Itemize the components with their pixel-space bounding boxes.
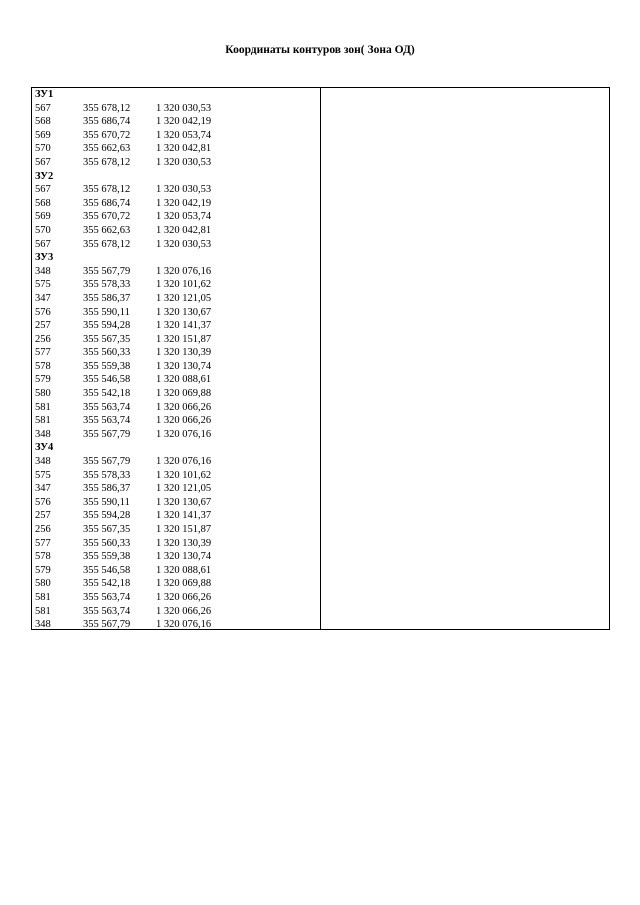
- y-coordinate: 1 320 088,61: [156, 564, 212, 576]
- point-number: 348: [35, 265, 51, 277]
- point-number: 578: [35, 360, 51, 372]
- coordinate-row: [35, 346, 319, 360]
- y-coordinate: 1 320 066,26: [156, 415, 212, 427]
- point-number: 568: [35, 197, 51, 209]
- coordinate-row: [35, 197, 319, 211]
- y-coordinate: 1 320 130,67: [156, 306, 212, 318]
- coordinate-row: [35, 455, 319, 469]
- coordinate-row: [35, 482, 319, 496]
- x-coordinate: 355 662,63: [83, 224, 131, 236]
- y-coordinate: 1 320 076,16: [156, 456, 212, 468]
- point-number: 348: [35, 619, 51, 631]
- coordinate-row: [35, 319, 319, 333]
- y-coordinate: 1 320 030,53: [156, 102, 212, 114]
- x-coordinate: 355 563,74: [83, 415, 131, 427]
- coordinate-row: [35, 306, 319, 320]
- x-coordinate: 355 542,18: [83, 388, 131, 400]
- document-title: Координаты контуров зон( Зона ОД): [225, 44, 415, 56]
- x-coordinate: 355 678,12: [83, 238, 131, 250]
- x-coordinate: 355 560,33: [83, 347, 131, 359]
- y-coordinate: 1 320 030,53: [156, 184, 212, 196]
- point-number: 577: [35, 347, 51, 359]
- coordinate-row: [35, 428, 319, 442]
- y-coordinate: 1 320 101,62: [156, 279, 212, 291]
- coordinate-row: [35, 387, 319, 401]
- coordinate-row: [35, 509, 319, 523]
- coordinate-row: [35, 577, 319, 591]
- x-coordinate: 355 590,11: [83, 496, 130, 508]
- y-coordinate: 1 320 121,05: [156, 483, 212, 495]
- x-coordinate: 355 559,38: [83, 360, 131, 372]
- x-coordinate: 355 578,33: [83, 279, 131, 291]
- point-number: 570: [35, 143, 51, 155]
- y-coordinate: 1 320 076,16: [156, 428, 212, 440]
- x-coordinate: 355 560,33: [83, 537, 131, 549]
- x-coordinate: 355 586,37: [83, 292, 131, 304]
- coordinate-row: [35, 238, 319, 252]
- point-number: 570: [35, 224, 51, 236]
- point-number: 569: [35, 211, 51, 223]
- point-number: 579: [35, 374, 51, 386]
- point-number: 575: [35, 279, 51, 291]
- y-coordinate: 1 320 141,37: [156, 510, 212, 522]
- x-coordinate: 355 686,74: [83, 197, 131, 209]
- point-number: 256: [35, 524, 51, 535]
- zone-header: ЗУ4: [35, 442, 54, 454]
- y-coordinate: 1 320 076,16: [156, 265, 212, 277]
- x-coordinate: 355 686,74: [83, 116, 131, 128]
- point-number: 257: [35, 510, 51, 522]
- x-coordinate: 355 567,35: [83, 333, 131, 345]
- y-coordinate: 1 320 053,74: [156, 129, 212, 141]
- coordinate-row: [35, 605, 319, 619]
- zone-header: ЗУ2: [35, 170, 54, 182]
- coordinate-row: [35, 373, 319, 387]
- y-coordinate: 1 320 130,74: [156, 551, 212, 563]
- y-coordinate: 1 320 066,26: [156, 591, 212, 603]
- y-coordinate: 1 320 101,62: [156, 469, 212, 481]
- coordinate-row: [35, 564, 319, 578]
- table-column-divider: [320, 88, 321, 629]
- x-coordinate: 355 567,79: [83, 428, 131, 440]
- y-coordinate: 1 320 076,16: [156, 619, 212, 631]
- x-coordinate: 355 546,58: [83, 564, 131, 576]
- coordinate-row: [35, 115, 319, 129]
- coordinates-table: [31, 87, 610, 630]
- point-number: 567: [35, 238, 51, 250]
- y-coordinate: 1 320 069,88: [156, 388, 212, 400]
- coordinate-row: [35, 224, 319, 238]
- point-number: 581: [35, 401, 51, 413]
- y-coordinate: 1 320 042,19: [156, 116, 212, 128]
- point-number: 576: [35, 496, 51, 508]
- y-coordinate: 1 320 066,26: [156, 401, 212, 413]
- point-number: 576: [35, 306, 51, 318]
- x-coordinate: 355 567,79: [83, 619, 131, 631]
- x-coordinate: 355 563,74: [83, 605, 131, 617]
- x-coordinate: 355 559,38: [83, 551, 131, 563]
- y-coordinate: 1 320 042,81: [156, 143, 212, 155]
- point-number: 348: [35, 456, 51, 468]
- y-coordinate: 1 320 130,74: [156, 360, 212, 372]
- x-coordinate: 355 662,63: [83, 143, 131, 155]
- x-coordinate: 355 594,28: [83, 510, 131, 522]
- y-coordinate: 1 320 130,39: [156, 347, 212, 359]
- coordinate-row: [35, 591, 319, 605]
- coordinate-row: [35, 496, 319, 510]
- point-number: 581: [35, 415, 51, 427]
- coordinate-row: [35, 401, 319, 415]
- coordinate-row: [35, 265, 319, 279]
- point-number: 579: [35, 564, 51, 576]
- point-number: 577: [35, 537, 51, 549]
- coordinate-row: [35, 278, 319, 292]
- y-coordinate: 1 320 121,05: [156, 292, 212, 304]
- coordinate-row: [35, 618, 319, 632]
- y-coordinate: 1 320 151,87: [156, 524, 212, 535]
- coordinate-row: [35, 523, 319, 537]
- point-number: 581: [35, 591, 51, 603]
- point-number: 580: [35, 388, 51, 400]
- point-number: 569: [35, 129, 51, 141]
- coordinate-row: [35, 360, 319, 374]
- x-coordinate: 355 567,35: [83, 524, 131, 535]
- zone-header: ЗУ3: [35, 252, 54, 264]
- x-coordinate: 355 670,72: [83, 129, 131, 141]
- y-coordinate: 1 320 042,19: [156, 197, 212, 209]
- point-number: 567: [35, 184, 51, 196]
- x-coordinate: 355 563,74: [83, 591, 131, 603]
- y-coordinate: 1 320 088,61: [156, 374, 212, 386]
- coordinates-cell: [35, 88, 319, 632]
- coordinate-row: [35, 129, 319, 143]
- coordinate-row: [35, 414, 319, 428]
- x-coordinate: 355 578,33: [83, 469, 131, 481]
- point-number: 581: [35, 605, 51, 617]
- coordinate-row: [35, 469, 319, 483]
- x-coordinate: 355 567,79: [83, 456, 131, 468]
- point-number: 578: [35, 551, 51, 563]
- point-number: 257: [35, 320, 51, 332]
- x-coordinate: 355 590,11: [83, 306, 130, 318]
- y-coordinate: 1 320 069,88: [156, 578, 212, 590]
- x-coordinate: 355 678,12: [83, 184, 131, 196]
- point-number: 568: [35, 116, 51, 128]
- coordinate-row: [35, 537, 319, 551]
- y-coordinate: 1 320 053,74: [156, 211, 212, 223]
- point-number: 347: [35, 483, 51, 495]
- x-coordinate: 355 678,12: [83, 156, 131, 168]
- point-number: 580: [35, 578, 51, 590]
- point-number: 348: [35, 428, 51, 440]
- coordinate-row: [35, 156, 319, 170]
- y-coordinate: 1 320 042,81: [156, 224, 212, 236]
- x-coordinate: 355 563,74: [83, 401, 131, 413]
- coordinate-row: [35, 102, 319, 116]
- x-coordinate: 355 678,12: [83, 102, 131, 114]
- coordinate-row: [35, 210, 319, 224]
- y-coordinate: 1 320 130,67: [156, 496, 212, 508]
- y-coordinate: 1 320 030,53: [156, 238, 212, 250]
- coordinate-row: [35, 142, 319, 156]
- coordinate-row: [35, 183, 319, 197]
- y-coordinate: 1 320 030,53: [156, 156, 212, 168]
- y-coordinate: 1 320 130,39: [156, 537, 212, 549]
- y-coordinate: 1 320 141,37: [156, 320, 212, 332]
- coordinate-row: [35, 550, 319, 564]
- point-number: 347: [35, 292, 51, 304]
- y-coordinate: 1 320 066,26: [156, 605, 212, 617]
- x-coordinate: 355 586,37: [83, 483, 131, 495]
- point-number: 567: [35, 102, 51, 114]
- point-number: 256: [35, 333, 51, 345]
- x-coordinate: 355 594,28: [83, 320, 131, 332]
- coordinate-row: [35, 292, 319, 306]
- x-coordinate: 355 567,79: [83, 265, 131, 277]
- coordinate-row: [35, 333, 319, 347]
- x-coordinate: 355 670,72: [83, 211, 131, 223]
- y-coordinate: 1 320 151,87: [156, 333, 212, 345]
- zone-header: ЗУ1: [35, 89, 54, 100]
- point-number: 567: [35, 156, 51, 168]
- x-coordinate: 355 546,58: [83, 374, 131, 386]
- point-number: 575: [35, 469, 51, 481]
- x-coordinate: 355 542,18: [83, 578, 131, 590]
